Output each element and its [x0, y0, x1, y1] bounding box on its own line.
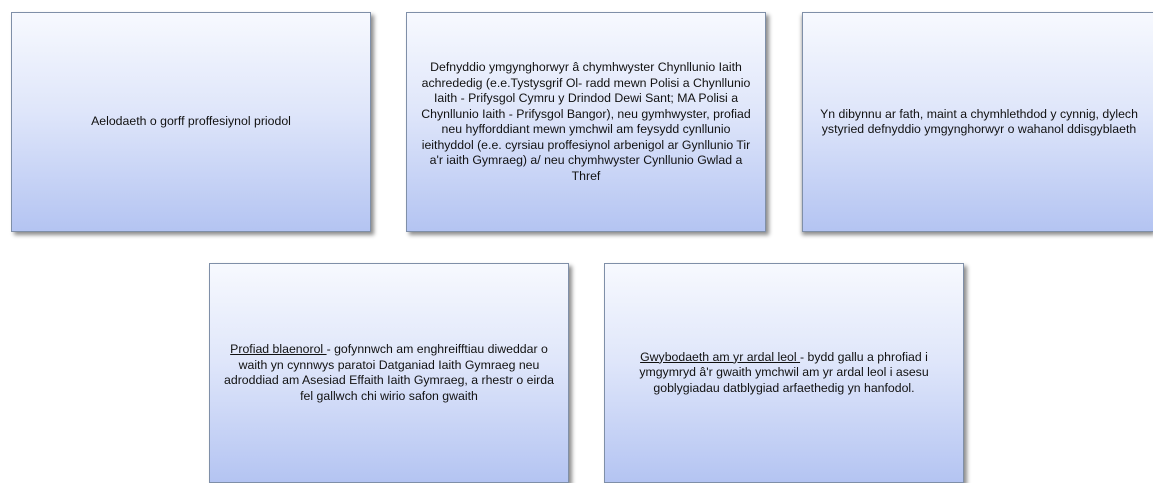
box-heading: Profiad blaenorol — [230, 342, 327, 356]
box-content — [220, 342, 558, 404]
box-language-planning-qualification — [406, 12, 766, 232]
box-text: Defnyddio ymgynghorwyr â chymhwyster Chynllunio Iaith achrededig (e.e.Tystysgrif Ol- radd mewn Polisi a Chynllunio Iaith - Prifysgol Cymru y Drindod Dewi Sant; MA Polisi a Chynllunio Iaith - Prifysgol Bangor), neu gymhwyster, profiad neu hyfforddiant mewn ymchwil am feysydd cynllunio ieithyddol (e.e. cyrsiau proffesiynol arbenigol ar Gynllunio Tir a'r iaith Gymraeg) a/ neu chymhwyster Cynllunio Gwlad a Thref — [421, 60, 751, 183]
box-multidisciplinary-consultants — [802, 12, 1153, 232]
box-local-knowledge — [604, 263, 964, 483]
box-content — [615, 350, 953, 397]
box-professional-membership — [11, 12, 371, 232]
box-text: - gofynnwch am enghreifftiau diweddar o waith yn cynnwys paratoi Datganiad Iaith Gymraeg neu adroddiad am Asesiad Effaith Iaith Gymraeg, a rhestr o eirda fel gallwch chi wirio safon gwaith — [224, 342, 554, 403]
box-heading: Gwybodaeth am yr ardal leol — [640, 349, 801, 364]
box-text: Aelodaeth o gorff proffesiynol priodol — [91, 114, 291, 129]
box-text: - bydd gallu a phrofiad i ymgymryd â'r gwaith ymchwil am yr ardal leol i asesu goblygiadau datblygiad arfaethedig yn hanfodol. — [639, 349, 929, 395]
box-text: Yn dibynnu ar fath, maint a chymhlethdod y cynnig, dylech ystyried defnyddio ymgynghorwyr o wahanol ddisgyblaeth — [820, 106, 1138, 136]
box-previous-experience — [209, 263, 569, 483]
